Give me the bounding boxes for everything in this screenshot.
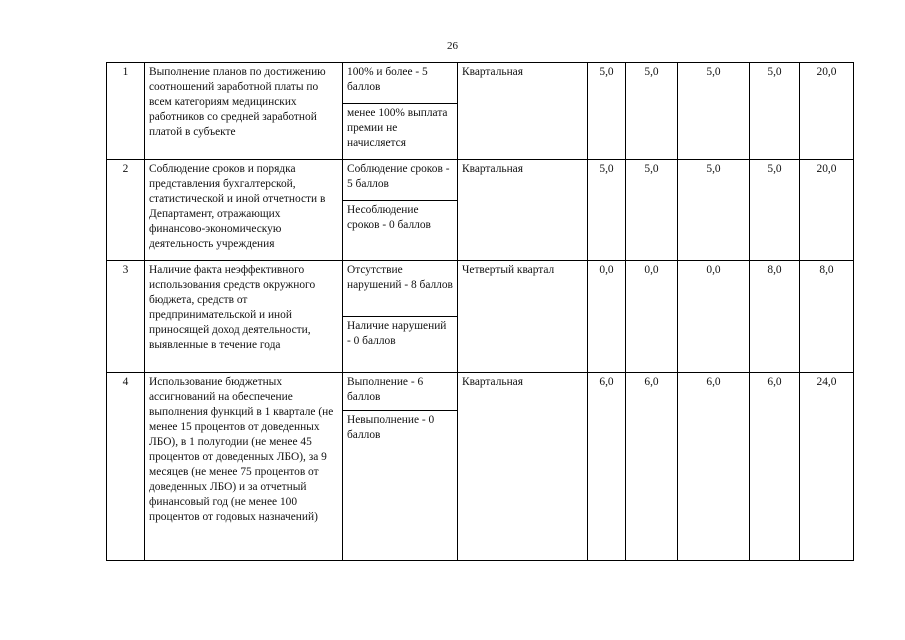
- criterion-met: Отсутствие нарушений - 8 баллов: [343, 261, 458, 317]
- periodicity: Четвертый квартал: [458, 261, 588, 373]
- row-number: 3: [107, 261, 145, 373]
- total-value: 24,0: [800, 373, 854, 561]
- q4-value: 5,0: [750, 160, 800, 261]
- indicator-name: Выполнение планов по достижению соотношений заработной платы по всем категориям медицинских работников со средней заработной платой в субъекте: [145, 63, 343, 160]
- total-value: 20,0: [800, 160, 854, 261]
- criterion-not-met: Невыполнение - 0 баллов: [343, 411, 458, 561]
- criterion-not-met: менее 100% выплата премии не начисляется: [343, 104, 458, 160]
- q2-value: 5,0: [626, 63, 678, 160]
- row-number: 1: [107, 63, 145, 160]
- criterion-met: Выполнение - 6 баллов: [343, 373, 458, 411]
- criterion-met: Соблюдение сроков - 5 баллов: [343, 160, 458, 201]
- q2-value: 0,0: [626, 261, 678, 373]
- table-row: [107, 63, 854, 104]
- q3-value: 5,0: [678, 63, 750, 160]
- total-value: 20,0: [800, 63, 854, 160]
- row-number: 4: [107, 373, 145, 561]
- q2-value: 5,0: [626, 160, 678, 261]
- q3-value: 5,0: [678, 160, 750, 261]
- q4-value: 5,0: [750, 63, 800, 160]
- total-value: 8,0: [800, 261, 854, 373]
- q1-value: 0,0: [588, 261, 626, 373]
- table-row: [107, 261, 854, 317]
- q1-value: 5,0: [588, 160, 626, 261]
- criterion-met: 100% и более - 5 баллов: [343, 63, 458, 104]
- indicator-name: Наличие факта неэффективного использования средств окружного бюджета, средств от предпринимательской и иной приносящей доход деятельности, выявленные в течение года: [145, 261, 343, 373]
- q2-value: 6,0: [626, 373, 678, 561]
- periodicity: Квартальная: [458, 373, 588, 561]
- table-row: [107, 373, 854, 411]
- q3-value: 6,0: [678, 373, 750, 561]
- table-row: [107, 160, 854, 201]
- criterion-not-met: Наличие нарушений - 0 баллов: [343, 317, 458, 373]
- indicator-name: Соблюдение сроков и порядка представления бухгалтерской, статистической и иной отчетности в Департамент, отражающих финансово-экономическую деятельность учреждения: [145, 160, 343, 261]
- q4-value: 6,0: [750, 373, 800, 561]
- row-number: 2: [107, 160, 145, 261]
- q1-value: 6,0: [588, 373, 626, 561]
- q4-value: 8,0: [750, 261, 800, 373]
- indicator-name: Использование бюджетных ассигнований на обеспечение выполнения функций в 1 квартале (не менее 15 процентов от доведенных ЛБО), в 1 полугодии (не менее 45 процентов от доведенных ЛБО), за 9 месяцев (не менее 75 процентов от доведенных ЛБО) и за отчетный финансовый год (не менее 100 процентов от годовых назначений): [145, 373, 343, 561]
- q3-value: 0,0: [678, 261, 750, 373]
- page-number: 26: [447, 40, 458, 52]
- periodicity: Квартальная: [458, 160, 588, 261]
- periodicity: Квартальная: [458, 63, 588, 160]
- criterion-not-met: Несоблюдение сроков - 0 баллов: [343, 201, 458, 261]
- criteria-table: [106, 62, 854, 561]
- q1-value: 5,0: [588, 63, 626, 160]
